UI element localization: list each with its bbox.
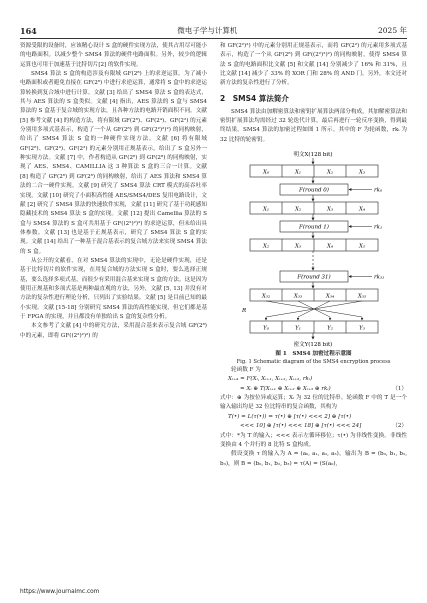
word-cell: X₃₅ — [357, 293, 367, 300]
word-cell: X₂ — [326, 169, 334, 176]
equation-line: = Xᵢ ⊕ T(Xᵢ₊₁ ⊕ Xᵢ₊₂ ⊕ Xᵢ₊₃ ⊕ rkᵢ) — [240, 385, 331, 392]
round-key-label: rk₃₁ — [374, 274, 385, 281]
paragraph: 本文参考了文献 [4] 中的研究方法，采用混合基来表示复合域 GF(2⁸) 中的元素，即将 GF((2²)²)²) 的 — [20, 323, 207, 339]
equation-1 — [220, 375, 407, 384]
word-cell: X₂ — [262, 243, 270, 250]
round0-words-row — [250, 202, 378, 214]
round-label: F(round 1) — [299, 224, 329, 231]
word-cell: Y₁ — [295, 325, 301, 332]
paragraph: 假设变换 τ 的输入为 A = (a₀, a₁, a₂, a₃)，输出为 B = (b₀, b₁, b₂, b₃)，则 B = (b₀, b₁, b₂, b₃) = τ(A) = (S(a₀), — [220, 451, 407, 467]
paragraph: SMS4 算法 S 盒的构造涉及有限域 GF(2⁸) 上的求逆运算。为了减小电路面积或者避免直接在 GF(2⁸) 中进行求逆运算，通常将 S 盒中的求逆运算转换到复合域中进行计算。文献 [3] 给出了 SMS4 算法 S 盒的表达式，其与 AES 算法的 S 盒类似。文献 [4] 指出，AES 算法的 S 盒与 SMS4 算法的 S 盒基于复合域的实现方法，且各种方法的电路开销面积不同。文献 [5] 参考文献 [4] 的构造方法，将有限域 GF(2⁸)、GF(2⁴)、GF(2²) 的元素分别用多项式基表示，构造了一个从 GF(2⁸) 到 GF((2²)²)²) 的同构映射，给出了 SMS4 算法 S 盒的一种硬件实现方法。文献 [6] 将有限域 GF(2⁸)、GF(2⁴)、GF(2²) 的元素分别用正规基表示，给出了 S 盒另外一种实现方法。文献 [7] 中，作者构造从 GF(2⁸) 到 GF(2⁸) 的同构映射，实现了 AES、SMS4、CAMILLIA 这 3 种算法 S 盒的三合一计算。文献 [8] 构造了 GF(2⁸) 到 GF(2⁸) 的同构映射，给出了 AES 算法和 SMS4 算法的二合一硬件实现。文献 [9] 研究了 SMS4 算法 CRT 模式的高吞吐率实现。文献 [10] 研究了小面积高性能 AES/SMS4/DES 复用电路设计，文献 [2] 研究了 SMS4 算法的快速软件实现，文献 [11] 研究了基于功耗感知隐藏技术的 SMS4 算法 S 盒的实现。文献 [12] 提出 Camellia 算法的 S 盒与 SMS4 算法的 S 盒可共用基于 GF((2²)²)²) 的求逆运算，但未给出具体参数。文献 [13] 也是基于正规基表示，研究了 SMS4 算法 S 盒的实现。文献 [14] 给出了一种基于混合基表示的复合域方法来实现 SMS4 算法的 S 盒。 — [20, 71, 207, 255]
word-cell: X₃ — [326, 206, 334, 213]
word-cell: X₄ — [358, 206, 366, 213]
equation-line: Xᵢ₊₄ = F(Xᵢ, Xᵢ₊₁, Xᵢ₊₂, Xᵢ₊₃, rkᵢ) — [228, 376, 313, 383]
footer-url: https://www.journalmc.com — [20, 589, 100, 595]
equation-2-cont — [220, 422, 407, 431]
word-cell: Y₃ — [359, 325, 365, 332]
journal-name: 微电子学与计算机 — [177, 26, 238, 35]
page-header — [20, 22, 407, 39]
word-cell: X₁ — [294, 169, 302, 176]
paragraph: 式中：⊕ 为按位异或运算；Xᵢ 为 32 位的比特串。轮函数 F 中的 T 是一个输入输出均是 32 位比特串的复合函数，其构为 — [220, 395, 407, 411]
round-label: F(round 0) — [299, 187, 329, 194]
paragraph: 轮函数 F 为 — [231, 367, 261, 374]
equation-number: （1） — [392, 385, 407, 392]
paragraph: 从公开的文献看，在对 SMS4 算法的实现中，无论是硬件实现，还是基于比特切片的软件实现，在用复合域的方法实现 S 盒时，要么选择正规基，要么选择多项式基，而很少有采用混合基来实现 S 盒的方法。这是因为使用正规基和多项式基是两种最直观的方法，另外，文献 [5, 13] 并没有对方法的复杂性进行理论分析，只列出了实验结果。文献 [5] 是目前已知的最小实现。文献 [15-18] 分别研究 SMS4 算法的高性能实现，但它们都是基于 FPGA 的实现，并且都没有单独给出 S 盒的复杂性分析。 — [20, 257, 207, 320]
word-cell: X₃₂ — [261, 293, 271, 300]
right-column — [220, 42, 407, 469]
ciphertext-label: 密文Y(128 bit) — [293, 342, 333, 349]
word-cell: X₃ — [294, 243, 302, 250]
round-key-label: rk₀ — [374, 187, 383, 194]
round-key-label: rk₁ — [374, 224, 383, 231]
paragraph: 式中：*为 T 的输入；<<< 表示左循环移位；τ(•) 为非线性变换。非线性变换由 4 个并行的 8 比特 S 盒构成。 — [220, 432, 407, 448]
equation-number: （2） — [392, 423, 407, 430]
word-cell: X₅ — [358, 243, 366, 250]
equation-line: <<< 10] ⊕ [τ(•) <<< 18] ⊕ [τ(•) <<< 24] — [240, 423, 362, 430]
journal-year: 2025 年 — [378, 26, 407, 35]
paragraph: 资源受限的设备时，应该精心设计 S 盒的硬件实现方法，使其占用尽可能小的电路面积。以减少整个 SMS4 算法的硬件电路面积。另外，较少的逻辑运算也可用于加速基于比特切片[2] 的软件实现。 — [20, 43, 207, 68]
round1-words-row — [250, 239, 378, 251]
word-cell: X₂ — [294, 206, 302, 213]
word-cell: X₃₄ — [325, 293, 335, 300]
left-column — [20, 42, 207, 341]
figure-encryption-diagram — [220, 148, 407, 348]
equation-2 — [220, 413, 407, 422]
input-words-row — [250, 165, 378, 177]
round31-words-row — [250, 289, 378, 301]
output-words-row — [250, 321, 378, 333]
figure-caption-cn: 图 1 SMS4 加密过程示意图 — [275, 351, 352, 358]
word-cell: X₃ — [358, 169, 366, 176]
section-title: 2 SMS4 算法简介 — [220, 93, 289, 103]
word-cell: X₀ — [262, 169, 270, 176]
encryption-diagram-svg — [220, 148, 407, 348]
paragraph: SMS4 算法由加解密算法和密钥扩展算法两部分构成，其加解密算法和密钥扩展算法均需经过 32 轮迭代计算，最后再进行一轮反序变换，得到最终结果。SMS4 算法的加密过程如图 1 所示。其中的 F 为轮函数，rkᵢ 为 32 比特的轮密钥。 — [220, 108, 407, 143]
paragraph: 和 GF(2²)²) 中的元素分别用正规基表示，而将 GF(2²) 的元素用多项式基表示，构造了一个从 GF(2⁸) 到 GF((2²)²)²) 的同构映射，使得 SMS4 算法 S 盒的电路面积比文献 [5] 和文献 [14] 分别减少了 16% 和 31%，且比文献 [14] 减少了 33% 的 XOR 门和 28% 的 AND 门。另外，本文还对新方法的复杂性进行了分析。 — [220, 43, 407, 87]
word-cell: Y₂ — [327, 325, 333, 332]
page-number: 164 — [20, 26, 37, 36]
word-cell: Y₀ — [263, 325, 269, 332]
word-cell: X₃₃ — [293, 293, 303, 300]
figure-caption-en: Fig. 1 Schematic diagram of the SMS4 encryption process — [236, 359, 391, 366]
word-cell: X₁ — [262, 206, 270, 213]
reverse-label: R — [242, 308, 247, 315]
word-cell: X₄ — [326, 243, 334, 250]
reverse-transform — [266, 301, 362, 320]
equation-1-cont — [220, 385, 407, 394]
plaintext-label: 明文X(128 bit) — [293, 152, 333, 159]
equation-line: T(•) = L(τ(•)) = τ(•) ⊕ [τ(•) <<< 2] ⊕ [τ(•) — [228, 413, 352, 420]
round-label: F(round 31) — [297, 274, 331, 281]
